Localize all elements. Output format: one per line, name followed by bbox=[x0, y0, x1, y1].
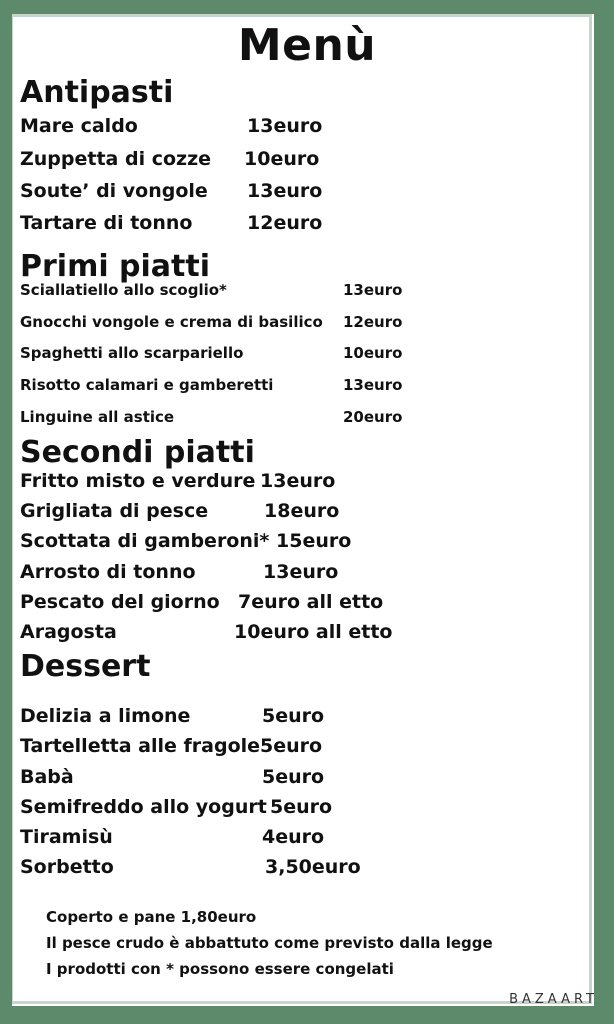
item-name: Arrosto di tonno bbox=[20, 561, 196, 583]
item-name: Grigliata di pesce bbox=[20, 500, 209, 522]
item-name: Tartelletta alle fragole bbox=[20, 735, 261, 757]
item-name: Aragosta bbox=[20, 621, 117, 643]
item-price: 15euro bbox=[276, 530, 352, 552]
item-price: 4euro bbox=[262, 826, 325, 848]
item-name: Linguine all astice bbox=[20, 408, 175, 426]
item-price: 5euro bbox=[262, 705, 325, 727]
item-price: 18euro bbox=[264, 500, 340, 522]
item-price: 13euro bbox=[247, 180, 323, 202]
item-name: Tiramisù bbox=[20, 826, 113, 848]
item-name: Tartare di tonno bbox=[20, 212, 193, 234]
menu-title: Menù bbox=[237, 20, 377, 71]
item-price: 7euro all etto bbox=[238, 591, 384, 613]
item-price: 12euro bbox=[247, 212, 323, 234]
item-price: 20euro bbox=[343, 408, 403, 426]
item-price: 13euro bbox=[247, 115, 323, 137]
item-price: 10euro all etto bbox=[234, 621, 393, 643]
item-price: 5euro bbox=[262, 766, 325, 788]
item-name: Fritto misto e verdure bbox=[20, 470, 256, 492]
item-price: 10euro bbox=[244, 148, 320, 170]
item-name: Sciallatiello allo scoglio* bbox=[20, 281, 227, 299]
item-price: 13euro bbox=[343, 376, 403, 394]
item-price: 3,50euro bbox=[265, 856, 361, 878]
item-name: Semifreddo allo yogurt bbox=[20, 796, 267, 818]
item-name: Spaghetti allo scarpariello bbox=[20, 344, 244, 362]
item-price: 12euro bbox=[343, 313, 403, 331]
brand-watermark: BAZAART bbox=[509, 992, 598, 1007]
note-coperto: Coperto e pane 1,80euro bbox=[46, 908, 257, 926]
item-name: Soute’ di vongole bbox=[20, 180, 208, 202]
item-price: 5euro bbox=[260, 735, 323, 757]
item-name: Risotto calamari e gamberetti bbox=[20, 376, 274, 394]
item-name: Delizia a limone bbox=[20, 705, 191, 727]
item-name: Gnocchi vongole e crema di basilico bbox=[20, 313, 323, 331]
item-name: Pescato del giorno bbox=[20, 591, 220, 613]
item-price: 13euro bbox=[343, 281, 403, 299]
item-name: Scottata di gamberoni* bbox=[20, 530, 270, 552]
section-heading-antipasti: Antipasti bbox=[20, 75, 174, 110]
item-price: 13euro bbox=[263, 561, 339, 583]
note-frozen: I prodotti con * possono essere congelati bbox=[46, 960, 394, 978]
item-name: Sorbetto bbox=[20, 856, 114, 878]
section-heading-secondi: Secondi piatti bbox=[20, 435, 255, 470]
item-price: 5euro bbox=[270, 796, 333, 818]
section-heading-primi: Primi piatti bbox=[20, 249, 211, 284]
item-name: Mare caldo bbox=[20, 115, 138, 137]
section-heading-dessert: Dessert bbox=[20, 649, 151, 684]
item-name: Zuppetta di cozze bbox=[20, 148, 212, 170]
item-price: 13euro bbox=[260, 470, 336, 492]
item-name: Babà bbox=[20, 766, 74, 788]
note-raw-fish: Il pesce crudo è abbattuto come previsto dalla legge bbox=[46, 934, 493, 952]
item-price: 10euro bbox=[343, 344, 403, 362]
